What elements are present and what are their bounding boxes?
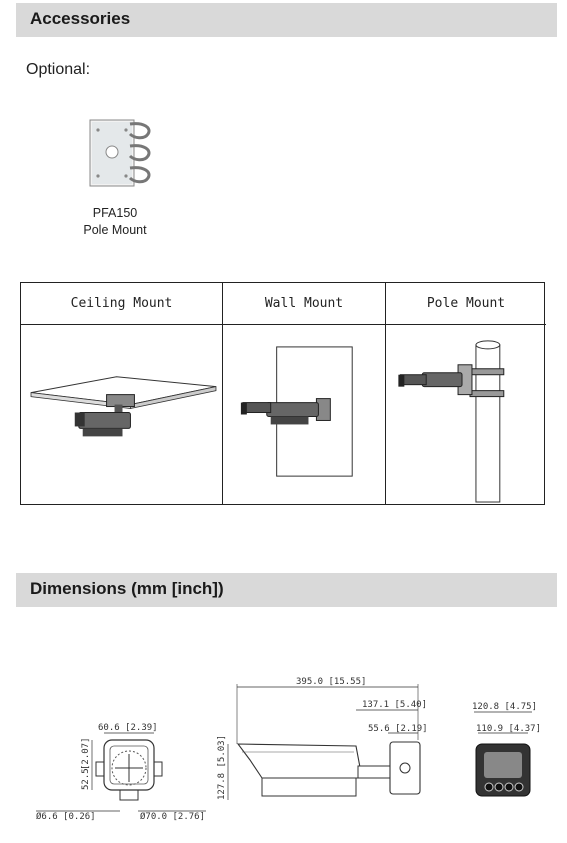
front-view-drawing <box>36 723 206 822</box>
dimension-drawings <box>0 640 567 840</box>
pole-mount-illustration <box>386 325 546 504</box>
dimensions-heading: Dimensions (mm [inch]) <box>30 579 224 598</box>
side-length-dim: 395.0 [15.55] <box>296 677 367 687</box>
side-rear-dim: 137.1 [5.40] <box>362 700 428 710</box>
accessory-model: PFA150 <box>92 206 138 220</box>
rear-view-drawing <box>472 702 541 796</box>
dimensions-section-header <box>16 573 557 607</box>
rear-width-inner-dim: 110.9 [4.37] <box>476 724 542 734</box>
accessories-heading: Accessories <box>30 9 131 28</box>
optional-label: Optional: <box>26 61 91 78</box>
large-hole-dim: Ø70.0 [2.76] <box>140 812 206 822</box>
rear-width-total-dim: 120.8 [4.75] <box>472 702 538 712</box>
wall-mount-column <box>223 283 386 504</box>
accessories-section-header <box>16 3 557 37</box>
ceiling-mount-illustration <box>21 325 222 504</box>
ceiling-mount-header: Ceiling Mount <box>21 283 222 325</box>
mount-options-table <box>20 282 545 505</box>
side-view-drawing <box>217 677 428 800</box>
side-mount-dim: 55.6 [2.19] <box>368 724 428 734</box>
pole-mount-header: Pole Mount <box>386 283 546 325</box>
front-height-total-dim: [2.07] <box>81 737 91 770</box>
pole-mount-column <box>386 283 546 504</box>
small-hole-dim: Ø6.6 [0.26] <box>36 812 96 822</box>
wall-mount-illustration <box>223 325 385 504</box>
wall-mount-header: Wall Mount <box>223 283 385 325</box>
side-height-dim: 127.8 [5.03] <box>217 734 227 800</box>
front-width-dim: 60.6 [2.39] <box>98 723 158 733</box>
front-height-inner-dim: 52.5 <box>81 768 91 790</box>
ceiling-mount-column <box>21 283 223 504</box>
accessory-name: Pole Mount <box>83 223 147 237</box>
pole-mount-accessory-image <box>82 112 160 192</box>
